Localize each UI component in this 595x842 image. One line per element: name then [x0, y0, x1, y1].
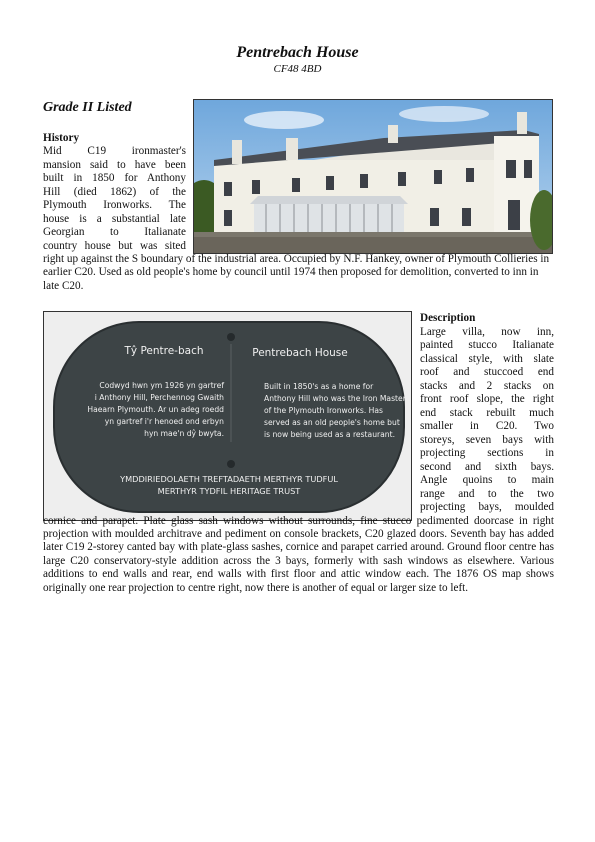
- history-line: mansion said to have been: [43, 158, 186, 171]
- history-heading: History: [43, 132, 80, 144]
- plaque-english-line: Anthony Hill who was the Iron Master: [264, 394, 406, 403]
- house-photo: [193, 99, 553, 254]
- history-line: Hill (died 1862) of the: [43, 185, 186, 198]
- history-line: house is a substantial late: [43, 212, 186, 225]
- heritage-plaque-photo: [43, 311, 412, 521]
- description-line: end stack rebuilt much: [420, 406, 554, 419]
- plaque-english-line: of the Plymouth Ironworks. Has: [264, 406, 383, 415]
- history-line: country house but was sited: [43, 239, 186, 252]
- history-continuation: right up against the S boundary of the industrial area. Occupied by N.F. Hankey, owner of Plymouth Collieries in earlier C20. Used as old people's home by council until 1974 then proposed for demolition, converted to inn in late C20.: [43, 253, 550, 292]
- listing-grade: Grade II Listed: [43, 100, 132, 115]
- history-line: Plymouth Ironworks. The: [43, 199, 186, 211]
- description-heading: Description: [420, 312, 476, 324]
- plaque-welsh-line: hyn mae'n dŷ bwyta.: [144, 429, 224, 438]
- description-line: Angle quoins to main: [420, 474, 554, 486]
- plaque-english-line: served as an old people's home but: [264, 418, 400, 427]
- history-line: built in 1850 for Anthony: [43, 172, 186, 184]
- description-line: stacks and 2 stacks on: [420, 379, 554, 392]
- plaque-welsh-line: Codwyd hwn ym 1926 yn gartref: [99, 381, 224, 390]
- plaque-welsh-line: yn gartref i'r henoed ond erbyn: [104, 417, 224, 426]
- plaque-welsh-line: i Anthony Hill, Perchennog Gwaith: [94, 393, 224, 402]
- history-line: Mid C19 ironmaster's: [43, 145, 186, 157]
- description-line: painted stucco Italianate: [420, 339, 554, 351]
- plaque-footer-english: MERTHYR TYDFIL HERITAGE TRUST: [157, 486, 301, 496]
- description-continuation: cornice and parapet. Plate glass sash windows without surrounds, fine stucco pedimented doorcase in right projection with moulded architrave and pediment on console brackets, C20 glazed doors. Seventh bay has added later C19 2-storey canted bay with plate-glass sashes, cornice and parapet carried around. Ground floor centre has large C20 conservatory-style addition across the 3 bays, formerly with sash windows as elsewhere. Various additions to end walls and rear, end walls with first floor and attic window each. The 1876 OS map shows originally one rear projection to centre right, now there is another of equal or larger size to left.: [43, 514, 554, 594]
- postcode: CF48 4BD: [273, 63, 322, 75]
- plaque-english-line: Built in 1850's as a home for: [264, 382, 374, 391]
- description-line: projecting sections in: [420, 447, 554, 459]
- page-title: Pentrebach House: [236, 44, 359, 61]
- description-line: Large villa, now inn,: [420, 325, 554, 338]
- description-line: smaller in C20. Two: [420, 420, 554, 432]
- plaque-footer-welsh: YMDDIRIEDOLAETH TREFTADAETH MERTHYR TUDFUL: [120, 474, 338, 484]
- plaque-welsh-title: Tŷ Pentre-bach: [124, 345, 204, 357]
- plaque-english-line: is now being used as a restaurant.: [264, 430, 395, 439]
- description-line: storeys, seven bays with: [420, 433, 554, 446]
- history-line: Georgian to Italianate: [43, 226, 186, 238]
- description-line: range and to the two: [420, 487, 554, 500]
- plaque-welsh-line: Haearn Plymouth. Ar un adeg roedd: [87, 405, 224, 414]
- description-line: front roof slope, the right: [420, 393, 554, 405]
- description-line: roof and stuccoed end: [420, 366, 554, 378]
- description-line: classical style, with slate: [420, 352, 554, 365]
- description-line: second and sixth bays.: [420, 460, 554, 473]
- plaque-english-title: Pentrebach House: [252, 347, 348, 359]
- description-line: projecting bays, moulded: [420, 501, 554, 513]
